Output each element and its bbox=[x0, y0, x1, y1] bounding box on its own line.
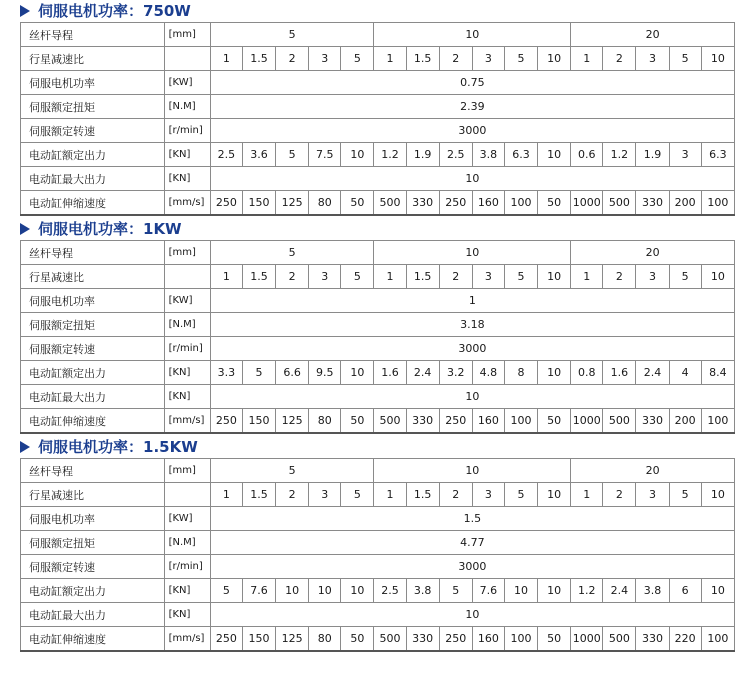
row-unit-force: [KN] bbox=[164, 143, 210, 167]
velocity-value: 1000 bbox=[571, 409, 603, 434]
ratio-value: 2 bbox=[603, 265, 636, 289]
ratio-value: 10 bbox=[538, 483, 571, 507]
ratio-value: 3 bbox=[309, 47, 341, 71]
force-value: 6 bbox=[669, 579, 701, 603]
row-lead bbox=[21, 23, 735, 47]
velocity-value: 250 bbox=[439, 627, 472, 652]
section-title-text: 伺服电机功率：1KW bbox=[38, 220, 182, 238]
force-value: 8.4 bbox=[701, 361, 734, 385]
force-value: 8 bbox=[504, 361, 537, 385]
row-unit-speed: [r/min] bbox=[164, 119, 210, 143]
velocity-value: 100 bbox=[504, 191, 537, 216]
velocity-value: 500 bbox=[603, 409, 636, 434]
force-value: 6.6 bbox=[276, 361, 309, 385]
row-label-velocity: 电动缸伸缩速度 bbox=[21, 191, 165, 216]
row-lead bbox=[21, 241, 735, 265]
velocity-value: 80 bbox=[309, 409, 341, 434]
velocity-value: 50 bbox=[538, 409, 571, 434]
ratio-value: 2 bbox=[439, 483, 472, 507]
force-value: 10 bbox=[276, 579, 309, 603]
row-unit-maxforce: [KN] bbox=[164, 603, 210, 627]
velocity-value: 150 bbox=[242, 409, 275, 434]
row-label-ratio: 行星减速比 bbox=[21, 483, 165, 507]
ratio-value: 1.5 bbox=[406, 265, 439, 289]
row-label-ratio: 行星减速比 bbox=[21, 265, 165, 289]
velocity-value: 1000 bbox=[571, 627, 603, 652]
force-value: 2.5 bbox=[210, 143, 242, 167]
triangle-right-icon bbox=[20, 441, 30, 453]
force-value: 2.5 bbox=[374, 579, 406, 603]
row-unit-power: [KW] bbox=[164, 507, 210, 531]
force-value: 10 bbox=[341, 579, 374, 603]
ratio-value: 1.5 bbox=[242, 265, 275, 289]
row-label-speed: 伺服额定转速 bbox=[21, 555, 165, 579]
ratio-value: 2 bbox=[603, 483, 636, 507]
row-unit-ratio bbox=[164, 483, 210, 507]
ratio-value: 5 bbox=[669, 265, 701, 289]
ratio-value: 1 bbox=[374, 265, 406, 289]
row-label-velocity: 电动缸伸缩速度 bbox=[21, 627, 165, 652]
lead-value: 5 bbox=[210, 459, 374, 483]
ratio-value: 1 bbox=[374, 483, 406, 507]
ratio-value: 5 bbox=[341, 47, 374, 71]
section-title bbox=[0, 0, 750, 22]
ratio-value: 10 bbox=[701, 47, 734, 71]
ratio-value: 2 bbox=[439, 47, 472, 71]
row-power bbox=[21, 289, 735, 313]
ratio-value: 1 bbox=[571, 47, 603, 71]
ratio-value: 5 bbox=[669, 47, 701, 71]
force-value: 10 bbox=[538, 579, 571, 603]
row-power bbox=[21, 507, 735, 531]
velocity-value: 160 bbox=[472, 627, 504, 652]
row-velocity bbox=[21, 409, 735, 434]
force-value: 10 bbox=[341, 143, 374, 167]
row-force bbox=[21, 579, 735, 603]
ratio-value: 1.5 bbox=[406, 47, 439, 71]
velocity-value: 330 bbox=[636, 409, 669, 434]
force-value: 1.9 bbox=[406, 143, 439, 167]
ratio-value: 1 bbox=[571, 483, 603, 507]
force-value: 10 bbox=[309, 579, 341, 603]
power-value: 1.5 bbox=[210, 507, 734, 531]
force-value: 9.5 bbox=[309, 361, 341, 385]
ratio-value: 10 bbox=[701, 265, 734, 289]
velocity-value: 50 bbox=[341, 627, 374, 652]
force-value: 3 bbox=[669, 143, 701, 167]
ratio-value: 5 bbox=[504, 483, 537, 507]
spec-section bbox=[0, 218, 750, 434]
power-value: 1 bbox=[210, 289, 734, 313]
spec-table bbox=[20, 240, 735, 434]
row-unit-velocity: [mm/s] bbox=[164, 191, 210, 216]
row-maxforce bbox=[21, 167, 735, 191]
lead-value: 20 bbox=[571, 23, 735, 47]
row-label-ratio: 行星减速比 bbox=[21, 47, 165, 71]
row-speed bbox=[21, 555, 735, 579]
row-label-maxforce: 电动缸最大出力 bbox=[21, 603, 165, 627]
torque-value: 3.18 bbox=[210, 313, 734, 337]
ratio-value: 3 bbox=[472, 483, 504, 507]
lead-value: 5 bbox=[210, 23, 374, 47]
velocity-value: 330 bbox=[636, 191, 669, 216]
force-value: 10 bbox=[341, 361, 374, 385]
maxforce-value: 10 bbox=[210, 385, 734, 409]
velocity-value: 250 bbox=[439, 191, 472, 216]
ratio-value: 10 bbox=[538, 47, 571, 71]
row-label-torque: 伺服额定扭矩 bbox=[21, 95, 165, 119]
force-value: 3.3 bbox=[210, 361, 242, 385]
lead-value: 20 bbox=[571, 459, 735, 483]
ratio-value: 2 bbox=[276, 265, 309, 289]
velocity-value: 50 bbox=[538, 627, 571, 652]
row-velocity bbox=[21, 191, 735, 216]
row-ratio bbox=[21, 483, 735, 507]
force-value: 3.6 bbox=[242, 143, 275, 167]
ratio-value: 5 bbox=[341, 483, 374, 507]
speed-value: 3000 bbox=[210, 337, 734, 361]
velocity-value: 125 bbox=[276, 627, 309, 652]
row-unit-velocity: [mm/s] bbox=[164, 627, 210, 652]
section-title bbox=[0, 218, 750, 240]
ratio-value: 3 bbox=[636, 265, 669, 289]
force-value: 10 bbox=[504, 579, 537, 603]
ratio-value: 5 bbox=[669, 483, 701, 507]
force-value: 2.4 bbox=[603, 579, 636, 603]
velocity-value: 125 bbox=[276, 409, 309, 434]
section-title bbox=[0, 436, 750, 458]
ratio-value: 1 bbox=[210, 265, 242, 289]
ratio-value: 1 bbox=[374, 47, 406, 71]
force-value: 7.6 bbox=[242, 579, 275, 603]
force-value: 10 bbox=[701, 579, 734, 603]
velocity-value: 80 bbox=[309, 191, 341, 216]
row-unit-torque: [N.M] bbox=[164, 95, 210, 119]
row-label-force: 电动缸额定出力 bbox=[21, 579, 165, 603]
force-value: 3.2 bbox=[439, 361, 472, 385]
force-value: 3.8 bbox=[472, 143, 504, 167]
row-maxforce bbox=[21, 603, 735, 627]
velocity-value: 250 bbox=[439, 409, 472, 434]
velocity-value: 160 bbox=[472, 191, 504, 216]
ratio-value: 1.5 bbox=[242, 483, 275, 507]
row-label-lead: 丝杆导程 bbox=[21, 459, 165, 483]
section-title-text: 伺服电机功率：750W bbox=[38, 2, 191, 20]
section-title-text: 伺服电机功率：1.5KW bbox=[38, 438, 198, 456]
row-label-velocity: 电动缸伸缩速度 bbox=[21, 409, 165, 434]
row-label-lead: 丝杆导程 bbox=[21, 241, 165, 265]
lead-value: 10 bbox=[374, 459, 571, 483]
force-value: 7.5 bbox=[309, 143, 341, 167]
spec-section bbox=[0, 0, 750, 216]
velocity-value: 125 bbox=[276, 191, 309, 216]
force-value: 1.2 bbox=[571, 579, 603, 603]
maxforce-value: 10 bbox=[210, 167, 734, 191]
ratio-value: 1 bbox=[571, 265, 603, 289]
ratio-value: 2 bbox=[276, 47, 309, 71]
velocity-value: 220 bbox=[669, 627, 701, 652]
power-value: 0.75 bbox=[210, 71, 734, 95]
velocity-value: 500 bbox=[374, 191, 406, 216]
row-force bbox=[21, 143, 735, 167]
row-maxforce bbox=[21, 385, 735, 409]
torque-value: 2.39 bbox=[210, 95, 734, 119]
velocity-value: 100 bbox=[504, 409, 537, 434]
row-label-power: 伺服电机功率 bbox=[21, 71, 165, 95]
force-value: 6.3 bbox=[504, 143, 537, 167]
ratio-value: 2 bbox=[276, 483, 309, 507]
ratio-value: 5 bbox=[504, 47, 537, 71]
triangle-right-icon bbox=[20, 223, 30, 235]
row-torque bbox=[21, 531, 735, 555]
ratio-value: 1 bbox=[210, 47, 242, 71]
ratio-value: 1.5 bbox=[242, 47, 275, 71]
velocity-value: 150 bbox=[242, 191, 275, 216]
row-label-torque: 伺服额定扭矩 bbox=[21, 531, 165, 555]
row-unit-ratio bbox=[164, 47, 210, 71]
force-value: 4 bbox=[669, 361, 701, 385]
lead-value: 10 bbox=[374, 23, 571, 47]
row-ratio bbox=[21, 265, 735, 289]
row-unit-maxforce: [KN] bbox=[164, 167, 210, 191]
row-unit-speed: [r/min] bbox=[164, 337, 210, 361]
row-unit-force: [KN] bbox=[164, 579, 210, 603]
row-unit-lead: [mm] bbox=[164, 241, 210, 265]
velocity-value: 100 bbox=[701, 627, 734, 652]
velocity-value: 100 bbox=[504, 627, 537, 652]
velocity-value: 50 bbox=[341, 191, 374, 216]
row-unit-torque: [N.M] bbox=[164, 531, 210, 555]
row-unit-speed: [r/min] bbox=[164, 555, 210, 579]
force-value: 2.5 bbox=[439, 143, 472, 167]
velocity-value: 250 bbox=[210, 409, 242, 434]
spec-table bbox=[20, 22, 735, 216]
velocity-value: 500 bbox=[603, 627, 636, 652]
velocity-value: 150 bbox=[242, 627, 275, 652]
row-ratio bbox=[21, 47, 735, 71]
row-velocity bbox=[21, 627, 735, 652]
force-value: 0.8 bbox=[571, 361, 603, 385]
row-torque bbox=[21, 313, 735, 337]
ratio-value: 5 bbox=[504, 265, 537, 289]
row-label-torque: 伺服额定扭矩 bbox=[21, 313, 165, 337]
row-unit-velocity: [mm/s] bbox=[164, 409, 210, 434]
force-value: 2.4 bbox=[406, 361, 439, 385]
velocity-value: 330 bbox=[406, 627, 439, 652]
velocity-value: 200 bbox=[669, 191, 701, 216]
force-value: 5 bbox=[439, 579, 472, 603]
ratio-value: 3 bbox=[636, 483, 669, 507]
velocity-value: 160 bbox=[472, 409, 504, 434]
velocity-value: 250 bbox=[210, 191, 242, 216]
row-speed bbox=[21, 337, 735, 361]
row-unit-lead: [mm] bbox=[164, 23, 210, 47]
velocity-value: 250 bbox=[210, 627, 242, 652]
row-unit-force: [KN] bbox=[164, 361, 210, 385]
force-value: 0.6 bbox=[571, 143, 603, 167]
force-value: 7.6 bbox=[472, 579, 504, 603]
ratio-value: 5 bbox=[341, 265, 374, 289]
ratio-value: 10 bbox=[701, 483, 734, 507]
force-value: 3.8 bbox=[636, 579, 669, 603]
row-force bbox=[21, 361, 735, 385]
velocity-value: 330 bbox=[406, 409, 439, 434]
force-value: 4.8 bbox=[472, 361, 504, 385]
force-value: 1.6 bbox=[374, 361, 406, 385]
row-torque bbox=[21, 95, 735, 119]
speed-value: 3000 bbox=[210, 555, 734, 579]
row-label-maxforce: 电动缸最大出力 bbox=[21, 385, 165, 409]
row-unit-torque: [N.M] bbox=[164, 313, 210, 337]
velocity-value: 80 bbox=[309, 627, 341, 652]
force-value: 5 bbox=[242, 361, 275, 385]
force-value: 5 bbox=[210, 579, 242, 603]
row-unit-ratio bbox=[164, 265, 210, 289]
row-speed bbox=[21, 119, 735, 143]
velocity-value: 100 bbox=[701, 191, 734, 216]
row-label-speed: 伺服额定转速 bbox=[21, 337, 165, 361]
force-value: 1.9 bbox=[636, 143, 669, 167]
row-unit-power: [KW] bbox=[164, 71, 210, 95]
velocity-value: 500 bbox=[374, 409, 406, 434]
ratio-value: 3 bbox=[309, 265, 341, 289]
row-label-lead: 丝杆导程 bbox=[21, 23, 165, 47]
velocity-value: 200 bbox=[669, 409, 701, 434]
force-value: 3.8 bbox=[406, 579, 439, 603]
velocity-value: 330 bbox=[636, 627, 669, 652]
velocity-value: 50 bbox=[341, 409, 374, 434]
force-value: 2.4 bbox=[636, 361, 669, 385]
force-value: 10 bbox=[538, 361, 571, 385]
row-label-force: 电动缸额定出力 bbox=[21, 143, 165, 167]
triangle-right-icon bbox=[20, 5, 30, 17]
speed-value: 3000 bbox=[210, 119, 734, 143]
row-label-force: 电动缸额定出力 bbox=[21, 361, 165, 385]
ratio-value: 1 bbox=[210, 483, 242, 507]
ratio-value: 3 bbox=[472, 47, 504, 71]
velocity-value: 1000 bbox=[571, 191, 603, 216]
ratio-value: 10 bbox=[538, 265, 571, 289]
row-lead bbox=[21, 459, 735, 483]
lead-value: 10 bbox=[374, 241, 571, 265]
ratio-value: 2 bbox=[603, 47, 636, 71]
ratio-value: 3 bbox=[636, 47, 669, 71]
force-value: 5 bbox=[276, 143, 309, 167]
row-label-power: 伺服电机功率 bbox=[21, 507, 165, 531]
force-value: 6.3 bbox=[701, 143, 734, 167]
velocity-value: 50 bbox=[538, 191, 571, 216]
lead-value: 20 bbox=[571, 241, 735, 265]
ratio-value: 3 bbox=[472, 265, 504, 289]
row-label-speed: 伺服额定转速 bbox=[21, 119, 165, 143]
spec-table bbox=[20, 458, 735, 652]
velocity-value: 500 bbox=[603, 191, 636, 216]
row-unit-maxforce: [KN] bbox=[164, 385, 210, 409]
velocity-value: 500 bbox=[374, 627, 406, 652]
row-label-maxforce: 电动缸最大出力 bbox=[21, 167, 165, 191]
spec-section bbox=[0, 436, 750, 652]
force-value: 1.2 bbox=[374, 143, 406, 167]
velocity-value: 330 bbox=[406, 191, 439, 216]
force-value: 10 bbox=[538, 143, 571, 167]
maxforce-value: 10 bbox=[210, 603, 734, 627]
force-value: 1.6 bbox=[603, 361, 636, 385]
row-unit-lead: [mm] bbox=[164, 459, 210, 483]
ratio-value: 3 bbox=[309, 483, 341, 507]
velocity-value: 100 bbox=[701, 409, 734, 434]
force-value: 1.2 bbox=[603, 143, 636, 167]
row-label-power: 伺服电机功率 bbox=[21, 289, 165, 313]
row-power bbox=[21, 71, 735, 95]
ratio-value: 1.5 bbox=[406, 483, 439, 507]
lead-value: 5 bbox=[210, 241, 374, 265]
row-unit-power: [KW] bbox=[164, 289, 210, 313]
ratio-value: 2 bbox=[439, 265, 472, 289]
torque-value: 4.77 bbox=[210, 531, 734, 555]
